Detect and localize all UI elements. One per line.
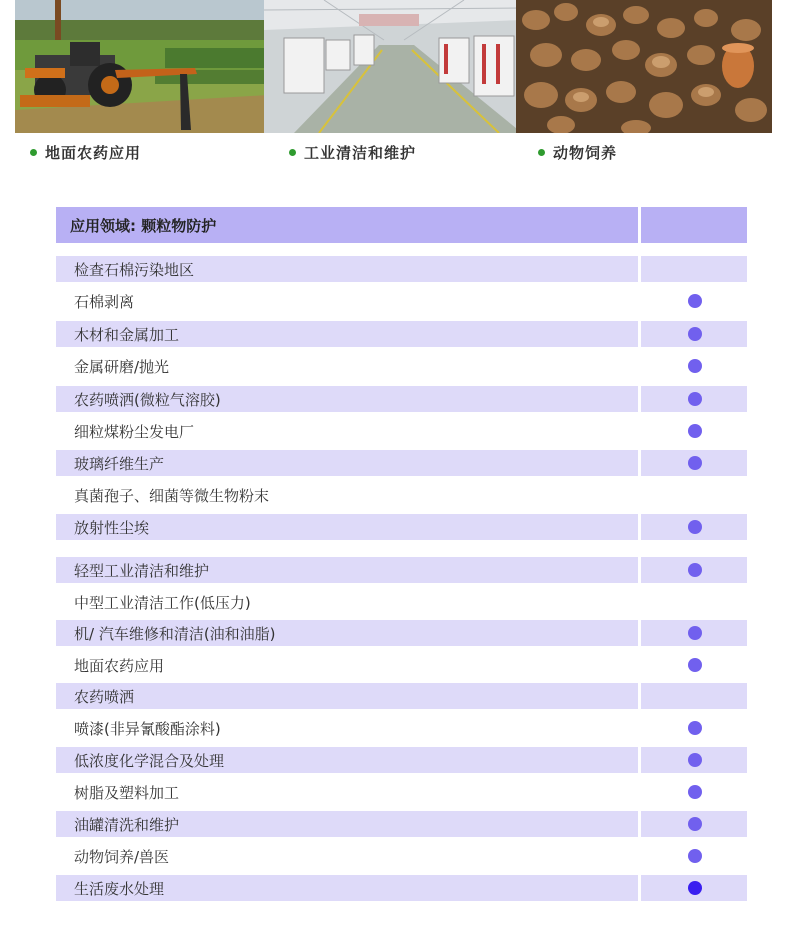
table-row [56,450,747,476]
table-row [56,418,747,444]
row-mark-cell [641,482,747,508]
table-row [56,589,747,615]
table-row [56,747,747,773]
bullet-dot [538,149,545,156]
row-label: 农药喷洒 [56,683,638,709]
row-label: 检查石棉污染地区 [56,256,638,282]
row-label: 轻型工业清洁和维护 [56,557,638,583]
row-mark-cell [641,652,747,678]
applicable-dot-icon [688,881,702,895]
applicable-dot-icon [688,563,702,577]
row-label: 真菌孢子、细菌等微生物粉末 [74,486,270,505]
row-mark-cell [641,418,747,444]
applicable-dot-icon [688,392,702,406]
row-mark-cell [641,620,747,646]
row-label: 玻璃纤维生产 [56,450,638,476]
row-label: 石棉剥离 [74,292,135,311]
caption-text: 动物饲养 [553,143,618,162]
applicable-dot-icon [688,359,702,373]
row-mark-cell [641,557,747,583]
row-mark-cell [641,715,747,741]
caption-text: 地面农药应用 [45,143,142,162]
row-mark-cell [641,875,747,901]
row-mark-cell [641,589,747,615]
row-label: 动物饲养/兽医 [74,847,170,866]
caption-industrial-cleaning [289,142,416,162]
applicable-dot-icon [688,817,702,831]
row-mark-cell [641,386,747,412]
applicable-dot-icon [688,785,702,799]
table-row [56,288,747,314]
table-header [56,207,747,243]
table-title: 应用领域: 颗粒物防护 [56,207,638,243]
row-label: 放射性尘埃 [56,514,638,540]
applicable-dot-icon [688,520,702,534]
table-row [56,715,747,741]
row-mark-cell [641,747,747,773]
row-mark-cell [641,288,747,314]
row-label: 机/ 汽车维修和清洁(油和油脂) [56,620,638,646]
table-row [56,683,747,709]
applicable-dot-icon [688,626,702,640]
caption-animal-husbandry [538,142,617,162]
caption-text: 工业清洁和维护 [304,143,417,162]
photo-factory-floor [264,0,522,133]
row-mark-cell [641,321,747,347]
bullet-dot [30,149,37,156]
row-mark-cell [641,779,747,805]
table-row [56,875,747,901]
row-label: 中型工业清洁工作(低压力) [74,593,251,612]
row-label: 树脂及塑料加工 [74,783,180,802]
row-label: 细粒煤粉尘发电厂 [74,422,195,441]
row-label: 木材和金属加工 [56,321,638,347]
applicable-dot-icon [688,753,702,767]
row-mark-cell [641,514,747,540]
table-header-side [641,207,747,243]
row-label: 金属研磨/抛光 [74,357,170,376]
table-row [56,843,747,869]
photo-tractor-field [15,0,268,133]
table-row [56,353,747,379]
row-mark-cell [641,450,747,476]
row-label: 低浓度化学混合及处理 [56,747,638,773]
table-row [56,811,747,837]
row-label: 喷漆(非异氰酸酯涂料) [74,719,221,738]
table-row [56,386,747,412]
applicable-dot-icon [688,658,702,672]
bullet-dot [289,149,296,156]
applicable-dot-icon [688,456,702,470]
row-label: 农药喷洒(微粒气溶胶) [56,386,638,412]
table-row [56,557,747,583]
table-row [56,620,747,646]
row-mark-cell [641,683,747,709]
applicable-dot-icon [688,849,702,863]
applicable-dot-icon [688,294,702,308]
row-label: 地面农药应用 [74,656,165,675]
row-mark-cell [641,811,747,837]
table-row [56,321,747,347]
caption-ground-pesticide [30,142,141,162]
row-label: 生活废水处理 [56,875,638,901]
row-mark-cell [641,353,747,379]
table-row [56,652,747,678]
applicable-dot-icon [688,424,702,438]
applicable-dot-icon [688,721,702,735]
table-row [56,256,747,282]
row-label: 油罐清洗和维护 [56,811,638,837]
table-row [56,514,747,540]
table-row [56,482,747,508]
row-mark-cell [641,843,747,869]
table-row [56,779,747,805]
applicable-dot-icon [688,327,702,341]
row-mark-cell [641,256,747,282]
photo-chicken-farm [516,0,772,133]
